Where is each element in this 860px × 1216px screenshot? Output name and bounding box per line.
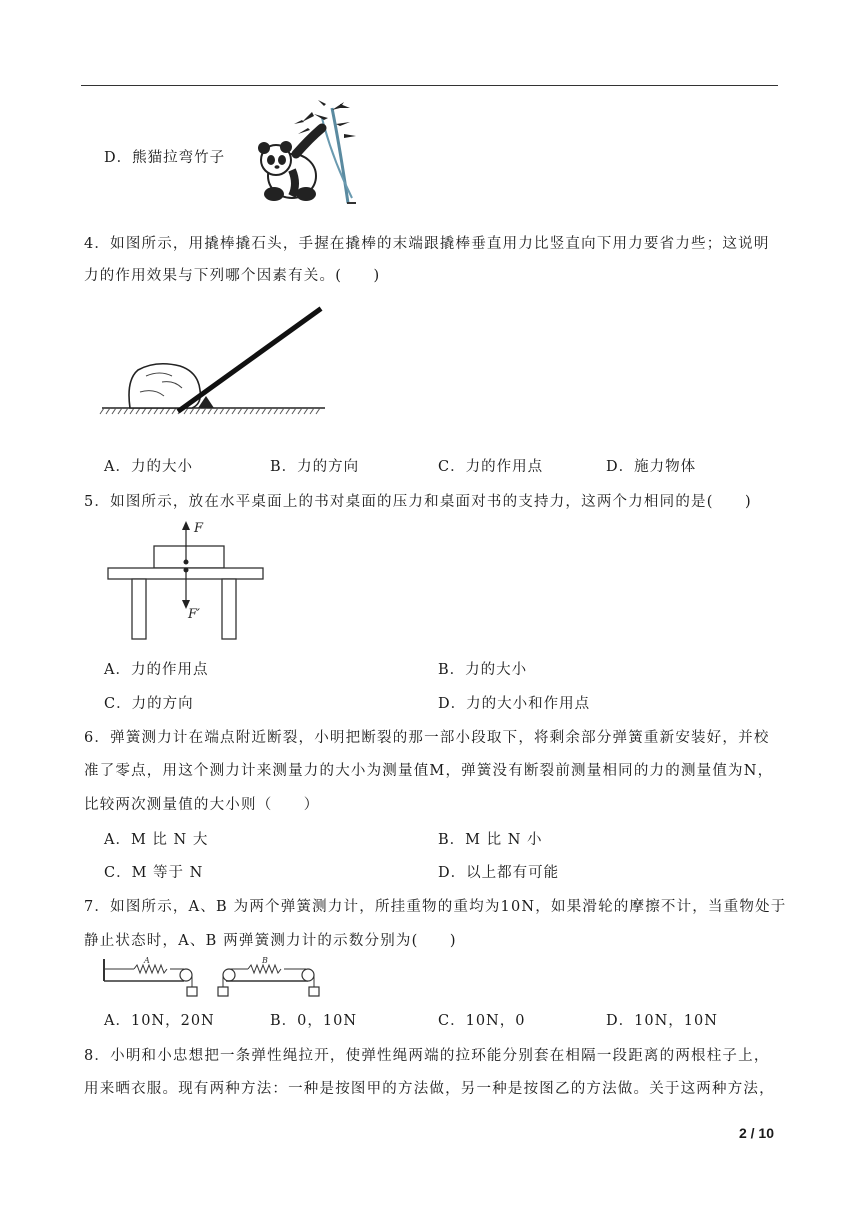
q5-option-a: A．力的作用点 — [104, 662, 209, 678]
q8-text-line1: 8．小明和小忠想把一条弹性绳拉开，使弹性绳两端的拉环能分别套在相隔一段距离的两根柱子上， — [84, 1048, 770, 1064]
q7-option-d: D．10N，10N — [606, 1013, 718, 1029]
q5-option-d: D．力的大小和作用点 — [438, 696, 591, 712]
page-number: 2 / 10 — [738, 1125, 774, 1141]
scale-label-b: B — [262, 956, 268, 965]
q6-option-c: C．M 等于 N — [104, 865, 204, 881]
q7-text-line2: 静止状态时，A、B 两弹簧测力计的示数分别为( ) — [84, 933, 457, 949]
q4-option-a: A．力的大小 — [104, 459, 193, 475]
q4-option-c: C．力的作用点 — [438, 459, 544, 475]
q5-option-c: C．力的方向 — [104, 696, 194, 712]
q6-text-line2: 准了零点，用这个测力计来测量力的大小为测量值M，弹簧没有断裂前测量相同的力的测量值为N， — [84, 763, 774, 779]
q6-option-a: A．M 比 N 大 — [104, 832, 209, 848]
scale-label-a: A — [144, 956, 150, 965]
force-label-f-prime: F′ — [188, 607, 200, 622]
lever-rock-figure — [100, 300, 330, 420]
force-label-f: F — [194, 521, 204, 536]
spring-scale-figure — [102, 955, 332, 997]
q4-option-d: D．施力物体 — [606, 459, 697, 475]
book-table-figure — [106, 518, 266, 644]
q8-text-line2: 用来晒衣服。现有两种方法：一种是按图甲的方法做，另一种是按图乙的方法做。关于这两种方法， — [84, 1081, 775, 1097]
q6-text-line1: 6．弹簧测力计在端点附近断裂，小明把断裂的那一部小段取下，将剩余部分弹簧重新安装好，并校 — [84, 730, 770, 746]
q4-option-b: B．力的方向 — [270, 459, 360, 475]
q6-option-b: B．M 比 N 小 — [438, 832, 543, 848]
q7-option-b: B．0，10N — [270, 1013, 358, 1029]
q7-option-c: C．10N，0 — [438, 1013, 526, 1029]
q4-text-line2: 力的作用效果与下列哪个因素有关。( ) — [84, 268, 381, 284]
q5-text: 5．如图所示，放在水平桌面上的书对桌面的压力和桌面对书的支持力，这两个力相同的是( ) — [84, 494, 752, 510]
q4-text-line1: 4．如图所示，用撬棒撬石头，手握在撬棒的末端跟撬棒垂直用力比竖直向下用力要省力些；这说明 — [84, 236, 770, 252]
q6-text-line3: 比较两次测量值的大小则（ ） — [84, 797, 320, 813]
q5-option-b: B．力的大小 — [438, 662, 528, 678]
q7-text-line1: 7．如图所示，A、B 为两个弹簧测力计，所挂重物的重均为10N，如果滑轮的摩擦不计，当重物处于 — [84, 899, 787, 915]
q6-option-d: D．以上都有可能 — [438, 865, 560, 881]
q3-option-d: D．熊猫拉弯竹子 — [104, 150, 226, 166]
q7-option-a: A．10N，20N — [104, 1013, 215, 1029]
header-rule — [81, 85, 778, 86]
panda-bamboo-figure — [252, 98, 372, 208]
